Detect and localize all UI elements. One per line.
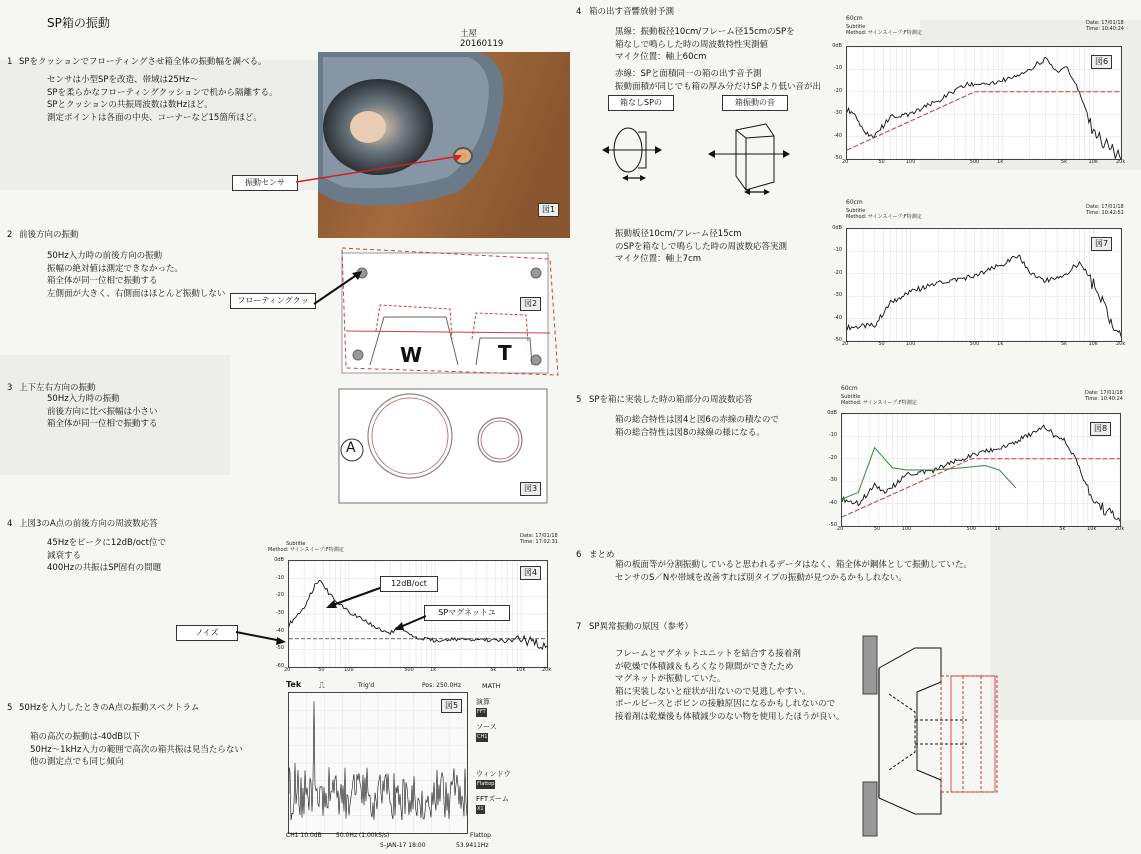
y-tick-label: -40 <box>833 314 842 321</box>
x-tick-label: 20 <box>837 526 844 532</box>
r4-number: 4 <box>576 7 582 17</box>
g6-subtitle: Subtitle <box>846 24 866 30</box>
scope-pos: Pos: 250.0Hz <box>422 682 461 689</box>
s2-number: 2 <box>7 230 13 240</box>
s3-heading: 上下左右方向の振動 <box>19 383 96 393</box>
x-tick-label: 1k <box>994 526 1001 532</box>
x-tick-label: 20k <box>1115 526 1125 532</box>
r5-line: 箱の総合特性は図8の緑線の様になる。 <box>615 427 765 438</box>
y-tick-label: -40 <box>828 499 837 506</box>
r4-line: のSPを箱なしで鳴らした時の周波数応答実測 <box>615 241 788 252</box>
x-tick-label: 20k <box>1116 159 1126 165</box>
scope-math: MATH <box>482 682 501 690</box>
label-w: W <box>400 343 423 367</box>
series-line <box>842 459 1120 517</box>
x-tick-label: 5k <box>1061 159 1068 165</box>
scope-zoom-label: FFTズーム <box>476 795 509 803</box>
x-tick-label: 1k <box>997 159 1004 165</box>
fig8-label: 図8 <box>1090 422 1111 436</box>
page-title: SP箱の振動 <box>47 16 110 30</box>
g8-subtitle: Subtitle <box>841 394 861 400</box>
r5-line: 箱の総合特性は図4と図6の赤線の積なので <box>615 415 779 425</box>
s2-line: 箱全体が同一位相で振動する <box>47 276 158 286</box>
author: 土屋 <box>460 29 478 39</box>
y-tick-label: -10 <box>275 574 284 581</box>
r4-line: マイク位置：軸上7cm <box>615 254 702 264</box>
s2-line: 振幅の絶対値は測定できなかった。 <box>47 263 184 274</box>
r7-line: フレームとマグネットユニットを結合する接着剤 <box>615 649 801 659</box>
g6-method: Method: サインスイープ:F特測定 <box>846 30 922 36</box>
x-tick-label: 100 <box>905 341 916 347</box>
r7-heading: SP異常振動の原因（参考） <box>589 622 694 632</box>
g8-distance: 60cm <box>841 385 858 392</box>
g4-date: Date: 17/01/18 <box>520 533 558 539</box>
x-tick-label: 5k <box>490 667 497 673</box>
s2-line: 左側面が大きく、右側面はほとんど振動しない <box>47 288 226 299</box>
r4-heading: 箱の出す音響放射予測 <box>589 7 675 17</box>
g7-subtitle: Subtitle <box>846 208 866 214</box>
s5-line: 50Hz～1kHz入力の範囲で高次の箱共振は見当たらない <box>30 744 243 755</box>
g8-date: Date: 17/01/18 <box>1085 390 1123 396</box>
x-tick-label: 10k <box>516 667 526 673</box>
s4-line: 45Hzをピークに12dB/oct位で <box>47 538 166 548</box>
s5-line: 箱の高次の振動は-40dB以下 <box>30 732 141 742</box>
x-tick-label: 20 <box>842 159 849 165</box>
noise-arrow <box>234 628 290 648</box>
x-tick-label: 100 <box>905 159 916 165</box>
y-tick-label: 0dB <box>827 410 837 416</box>
fig2-drawing <box>340 243 562 378</box>
fig5-oscilloscope: Tek ⎍ Trig'd Pos: 250.0Hz MATH 図5 演算 FFT ソース CH1 ウィンドウ Flattop FFTズーム X1 CH1 10.0dB 50.0Hz (1.00kS/s) Flattop 5-JAN-17 18:00 53.9411Hz <box>286 680 511 849</box>
s3-number: 3 <box>7 383 13 393</box>
fig6-graph <box>820 15 1126 168</box>
scope-zoom-value: X1 <box>477 806 484 812</box>
x-tick-label: 500 <box>966 526 977 532</box>
g8-method: Method: サインスイープ:F特測定 <box>841 400 917 406</box>
scope-op-label: 演算 <box>476 698 490 706</box>
x-tick-label: 50 <box>878 341 885 347</box>
s1-line: SPとクッションの共振周波数は数Hzほど。 <box>47 100 213 110</box>
g7-date: Date: 17/01/18 <box>1086 204 1124 210</box>
g7-method: Method: サインスイープ:F特測定 <box>846 214 922 220</box>
g4-subtitle: Subtitle <box>286 541 306 547</box>
magnet-callout: SPマグネットユ <box>424 605 510 621</box>
y-tick-label: -50 <box>828 522 837 528</box>
fig4-graph <box>258 533 558 675</box>
r7-line: 接着剤は乾燥後も体積減少のない物を使用したほうが良い。 <box>615 711 845 722</box>
slope-arrow <box>320 584 384 612</box>
x-tick-label: 50 <box>873 526 881 532</box>
x-tick-label: 20 <box>842 341 849 347</box>
s1-number: 1 <box>7 57 13 67</box>
floating-arrow <box>310 268 370 308</box>
scope-win-value: Flattop <box>477 781 495 787</box>
speaker-photo <box>318 52 570 238</box>
g6-distance: 60cm <box>846 15 863 22</box>
x-tick-label: 500 <box>969 341 980 347</box>
g6-date: Date: 17/01/18 <box>1086 20 1124 26</box>
r7-line: が乾燥で体積減＆もろくなり隙間ができたため <box>615 661 794 672</box>
r5-heading: SPを箱に実装した時の箱部分の周波数応答 <box>589 395 753 405</box>
r4-line: 振動板径10cm/フレーム径15cm <box>615 229 742 239</box>
s4-line: 400Hzの共振はSP固有の問題 <box>47 563 162 573</box>
r4-line: 振動面積が同じでも箱の厚み分だけSPより低い音が出 <box>615 81 822 92</box>
y-tick-label: -20 <box>275 592 284 599</box>
r7-line: ポールピースとボビンの接触原因になるかもしれないので <box>615 699 836 709</box>
scope-rate: 50.0Hz (1.00kS/s) <box>336 832 390 839</box>
x-tick-label: 10k <box>1088 341 1098 347</box>
fig3-label: 図3 <box>520 482 541 496</box>
s1-heading: SPをクッションでフローティングさせ箱全体の振動幅を調べる。 <box>19 57 267 67</box>
s4-number: 4 <box>7 519 13 529</box>
y-tick-label: -20 <box>833 269 842 276</box>
scope-trig: Trig'd <box>358 682 375 689</box>
s3-line: 前後方向に比べ振幅は小さい <box>47 406 158 417</box>
document-date: 20160119 <box>460 39 504 49</box>
r6-line: 箱の板面等が分割振動していると思われるデータはなく、箱全体が鋼体として振動していた。 <box>615 560 972 570</box>
x-tick-label: 20k <box>542 667 552 673</box>
fig8-graph <box>815 385 1125 534</box>
x-tick-label: 500 <box>969 159 980 165</box>
g6-time: Time: 10:40:24 <box>1086 26 1124 32</box>
x-tick-label: 500 <box>404 667 414 673</box>
y-tick-label: 0dB <box>832 225 842 231</box>
y-tick-label: -50 <box>275 645 284 652</box>
series-line <box>842 448 1016 500</box>
scope-flat: Flattop <box>470 832 491 839</box>
scope-src-value: CH1 <box>477 734 488 740</box>
x-tick-label: 10k <box>1088 159 1098 165</box>
s3-line: 箱全体が同一位相で振動する <box>47 419 158 429</box>
fig7-label: 図7 <box>1091 237 1112 251</box>
r4-line: 箱なしで鳴らした時の周波数特性実測値 <box>615 39 769 50</box>
fig5-spectrum <box>289 693 467 833</box>
r6-heading: まとめ <box>589 550 615 560</box>
s2-line: 50Hz入力時の前後方向の振動 <box>47 251 163 261</box>
r4-line: マイク位置：軸上60cm <box>615 52 707 62</box>
fig1-label: 図1 <box>538 203 559 217</box>
label-t: T <box>498 341 512 365</box>
x-tick-label: 5k <box>1061 341 1068 347</box>
scope-brand: Tek <box>286 680 302 689</box>
r7-line: マグネットが振動していた。 <box>615 674 726 684</box>
y-tick-label: -50 <box>833 337 842 343</box>
r4-line: 黒線：振動板径10cm/フレーム径15cmのSPを <box>615 27 795 37</box>
s4-line: 減衰する <box>47 550 82 561</box>
y-tick-label: -20 <box>828 454 837 461</box>
magnet-arrow <box>390 612 430 634</box>
g4-time: Time: 17:02:31 <box>520 539 558 545</box>
box-vibration-label: 箱振動の音 <box>722 95 788 111</box>
y-tick-label: -10 <box>833 65 842 72</box>
scope-op-value: FFT <box>477 709 486 715</box>
x-tick-label: 50 <box>318 667 325 673</box>
scope-ch: CH1 10.0dB <box>286 832 322 839</box>
r4-line: 赤線：SPと面積同一の箱の出す音予測 <box>615 69 762 79</box>
x-tick-label: 100 <box>901 526 912 532</box>
g8-time: Time: 10:40:24 <box>1085 396 1123 402</box>
x-tick-label: 20 <box>284 667 291 673</box>
y-tick-label: 0dB <box>274 557 284 563</box>
scope-win-label: ウィンドウ <box>476 770 511 778</box>
fig2-label: 図2 <box>520 297 541 311</box>
x-tick-label: 5k <box>1059 526 1066 532</box>
point-a-label: A <box>346 440 356 456</box>
fig8-plot-area <box>842 414 1120 526</box>
sensor-arrow <box>290 150 470 190</box>
y-tick-label: -30 <box>833 292 842 299</box>
s2-heading: 前後方向の振動 <box>19 230 79 240</box>
scope-date: 5-JAN-17 18:00 <box>380 842 426 849</box>
series-line <box>842 425 1120 521</box>
g7-distance: 60cm <box>846 199 863 206</box>
series-line <box>847 58 1121 160</box>
x-tick-label: 1k <box>430 667 437 673</box>
y-tick-label: -30 <box>828 477 837 484</box>
y-tick-label: -40 <box>275 627 284 634</box>
fig5-label: 図5 <box>441 699 462 713</box>
x-tick-label: 20k <box>1116 341 1126 347</box>
s5-heading: 50Hzを入力したときのA点の振動スペクトラム <box>19 703 200 713</box>
fig3-drawing <box>338 388 550 506</box>
noise-callout: ノイズ <box>176 625 238 641</box>
s5-line: 他の測定点でも同じ傾向 <box>30 757 124 767</box>
y-tick-label: -10 <box>828 432 837 439</box>
s5-number: 5 <box>7 703 13 713</box>
s3-line: 50Hz入力時の振動 <box>47 394 120 404</box>
y-tick-label: -60 <box>275 663 284 669</box>
scope-freq: 53.9411Hz <box>456 842 489 849</box>
r5-number: 5 <box>576 395 582 405</box>
speaker-cross-section <box>855 630 1015 840</box>
fig7-plot-area <box>847 229 1121 341</box>
s1-line: 測定ポイントは各面の中央、コーナーなど15箇所ほど。 <box>47 112 262 123</box>
y-tick-label: -20 <box>833 87 842 94</box>
g4-method: Method: サインスイープ:F特測定 <box>268 547 344 553</box>
y-tick-label: -30 <box>275 610 284 616</box>
r7-number: 7 <box>576 622 582 632</box>
y-tick-label: 0dB <box>832 43 842 49</box>
fig6-label: 図6 <box>1091 55 1112 69</box>
r6-line: センサのS／Nや帯域を改善すれば別タイプの振動が見つかるかもしれない。 <box>615 572 907 583</box>
fig7-graph <box>820 199 1126 350</box>
s4-heading: 上図3のA点の前後方向の周波数応答 <box>19 519 158 529</box>
radiation-sketch <box>600 110 800 200</box>
fig4-label: 図4 <box>520 566 541 580</box>
no-box-label: 箱なしSPの <box>608 95 674 111</box>
x-tick-label: 1k <box>997 341 1004 347</box>
r6-number: 6 <box>576 550 582 560</box>
x-tick-label: 100 <box>344 667 354 673</box>
s1-line: センサは小型SPを改造、帯域は25Hz～ <box>47 75 199 85</box>
g7-time: Time: 10:42:51 <box>1086 210 1124 216</box>
x-tick-label: 50 <box>878 159 885 165</box>
series-line <box>847 255 1121 336</box>
y-tick-label: -40 <box>833 132 842 139</box>
r7-line: 箱に実装しないと症状が出ないので見逃しやすい。 <box>615 686 811 697</box>
fig6-plot-area <box>847 47 1121 159</box>
y-tick-label: -50 <box>833 155 842 161</box>
sensor-callout: 振動センサ <box>232 175 298 191</box>
x-tick-label: 10k <box>1087 526 1097 532</box>
slope-callout: 12dB/oct <box>380 576 438 592</box>
y-tick-label: -10 <box>833 247 842 254</box>
y-tick-label: -30 <box>833 110 842 117</box>
s1-line: SPを柔らかなフローティングクッションで机から隔離する。 <box>47 87 278 98</box>
floating-callout: フローティングクッ <box>230 293 316 309</box>
scope-src-label: ソース <box>476 723 497 731</box>
